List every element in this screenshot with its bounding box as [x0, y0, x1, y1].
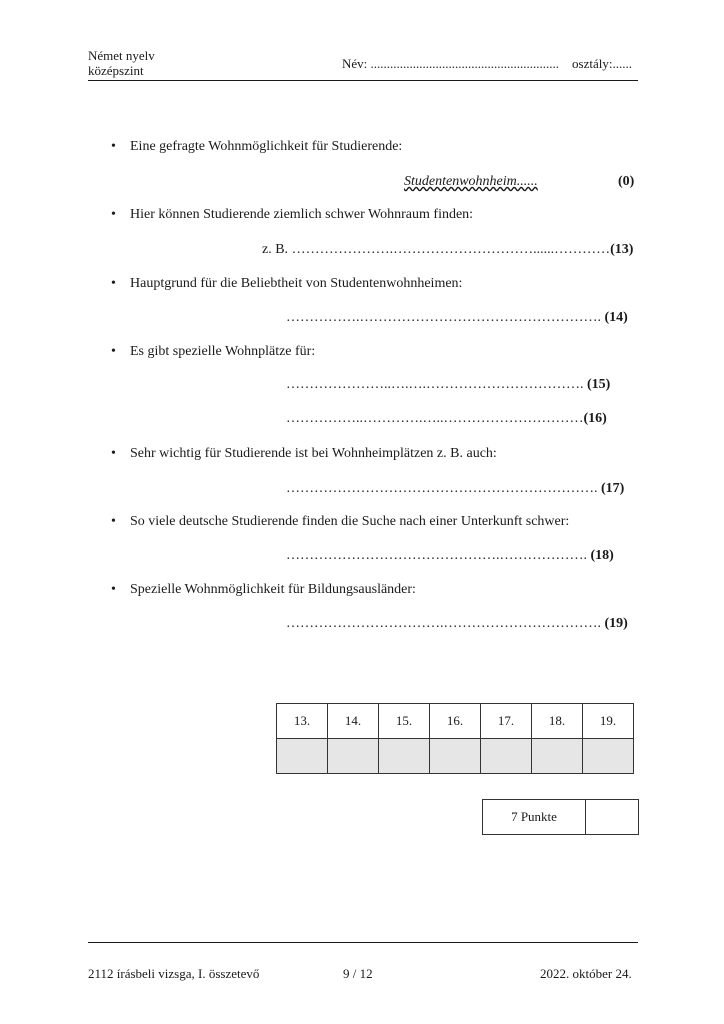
- score-entry-cell[interactable]: [379, 739, 430, 774]
- header-rule: [88, 80, 638, 81]
- score-header-cell: 18.: [532, 704, 583, 739]
- answer-line-0: [404, 174, 538, 190]
- question-text: Hier können Studierende ziemlich schwer Wohnraum finden:: [130, 207, 474, 222]
- question-text: So viele deutsche Studierende finden die Suche nach einer Unterkunft schwer:: [130, 514, 570, 529]
- answer-line-13[interactable]: z. B. ………………….…………………………......…………(13): [262, 242, 634, 257]
- score-header-cell: 13.: [277, 704, 328, 739]
- bullet-icon: •: [111, 514, 116, 529]
- score-header-row: [277, 704, 634, 739]
- question-text: Eine gefragte Wohnmöglichkeit für Studierende:: [130, 139, 403, 154]
- footer-date: 2022. október 24.: [540, 966, 632, 981]
- score-header-cell: 14.: [328, 704, 379, 739]
- class-field[interactable]: osztály:......: [572, 56, 632, 71]
- score-header-cell: 15.: [379, 704, 430, 739]
- bullet-icon: •: [111, 582, 116, 597]
- header-level: középszint: [88, 63, 144, 78]
- name-field[interactable]: Név: ..........................................................: [342, 56, 560, 71]
- answer-line-19[interactable]: …………………………….……………………………. (19): [286, 616, 628, 631]
- score-header-cell: 19.: [583, 704, 634, 739]
- header-name-class: [342, 56, 632, 72]
- bullet-icon: •: [111, 207, 116, 222]
- score-header-cell: 16.: [430, 704, 481, 739]
- score-entry-cell[interactable]: [328, 739, 379, 774]
- question-text: Es gibt spezielle Wohnplätze für:: [130, 344, 316, 359]
- question-text: Hauptgrund für die Beliebtheit von Studentenwohnheimen:: [130, 276, 463, 291]
- header-subject-block: [88, 48, 155, 78]
- bullet-icon: •: [111, 139, 116, 154]
- score-entry-cell[interactable]: [277, 739, 328, 774]
- points-entry-cell[interactable]: [586, 800, 639, 835]
- score-entry-row: [277, 739, 634, 774]
- footer-exam: 2112 írásbeli vizsga, I. összetevő: [88, 966, 260, 981]
- score-header-cell: 17.: [481, 704, 532, 739]
- example-answer: Studentenwohnheim......: [404, 174, 538, 189]
- score-entry-cell[interactable]: [583, 739, 634, 774]
- bullet-icon: •: [111, 276, 116, 291]
- points-label: 7 Punkte: [483, 800, 586, 835]
- answer-line-15[interactable]: …………………..….….……………………………. (15): [286, 377, 611, 392]
- answer-number-0: (0): [618, 174, 635, 189]
- answer-line-18[interactable]: ……………………………………….………………. (18): [286, 548, 614, 563]
- answer-line-16[interactable]: ……………..………….…..…………………………(16): [286, 411, 607, 426]
- question-text: Sehr wichtig für Studierende ist bei Wohnheimplätzen z. B. auch:: [130, 446, 497, 461]
- question-text: Spezielle Wohnmöglichkeit für Bildungsausländer:: [130, 582, 416, 597]
- answer-line-17[interactable]: …………………………………………………………. (17): [286, 481, 625, 496]
- answer-score-table: [276, 703, 634, 774]
- footer-rule: [88, 942, 638, 943]
- points-table: [482, 799, 639, 835]
- score-entry-cell[interactable]: [532, 739, 583, 774]
- answer-line-14[interactable]: …………….……………………………………………. (14): [286, 310, 628, 325]
- header-subject: Német nyelv: [88, 48, 155, 63]
- footer-page-number: 9 / 12: [343, 966, 373, 981]
- bullet-icon: •: [111, 344, 116, 359]
- score-entry-cell[interactable]: [481, 739, 532, 774]
- bullet-icon: •: [111, 446, 116, 461]
- score-entry-cell[interactable]: [430, 739, 481, 774]
